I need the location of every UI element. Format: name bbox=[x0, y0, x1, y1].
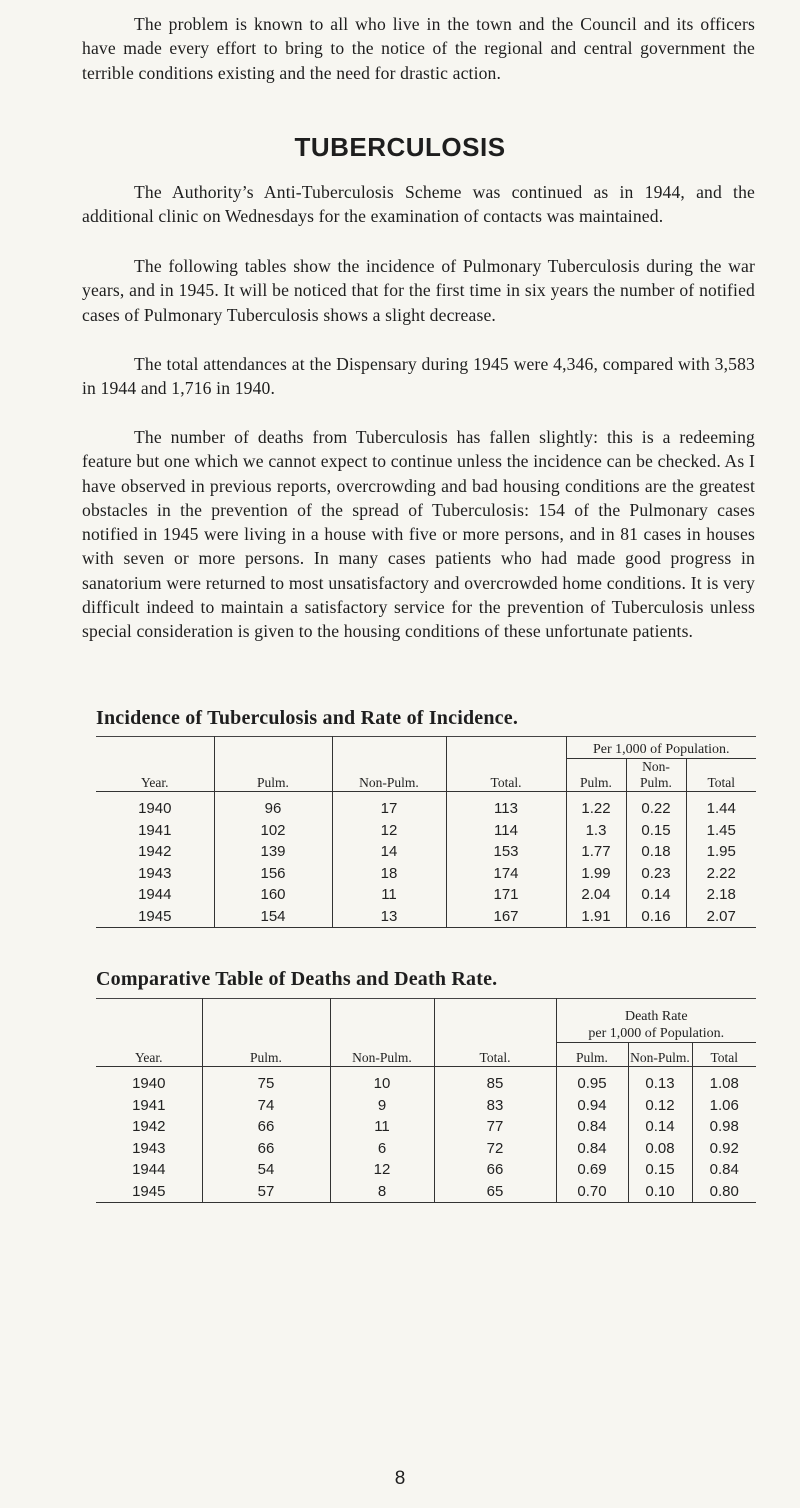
header-total: Total. bbox=[446, 759, 566, 792]
cell-rate-non-pulm: 0.12 bbox=[628, 1095, 692, 1117]
col-spacer bbox=[96, 737, 214, 759]
cell-year: 1941 bbox=[132, 1096, 166, 1114]
cell-non-pulm: 11 bbox=[330, 1116, 434, 1138]
deaths-table bbox=[96, 998, 756, 1203]
cell-total: 113 bbox=[446, 792, 566, 820]
table-row bbox=[96, 1116, 756, 1138]
col-spacer bbox=[446, 737, 566, 759]
deaths-table-caption: Comparative Table of Deaths and Death Rate. bbox=[96, 968, 498, 990]
cell-rate-total: 1.08 bbox=[692, 1067, 756, 1095]
cell-pulm: 160 bbox=[214, 884, 332, 906]
header-non-pulm: Non-Pulm. bbox=[330, 1043, 434, 1067]
col-spacer bbox=[96, 999, 202, 1043]
cell-rate-non-pulm: 0.23 bbox=[626, 863, 686, 885]
cell-rate-pulm: 1.22 bbox=[566, 792, 626, 820]
cell-rate-pulm: 1.91 bbox=[566, 906, 626, 928]
cell-rate-pulm: 0.84 bbox=[556, 1116, 628, 1138]
cell-non-pulm: 17 bbox=[332, 792, 446, 820]
cell-pulm: 66 bbox=[202, 1116, 330, 1138]
header-pulm: Pulm. bbox=[202, 1043, 330, 1067]
cell-rate-total: 1.95 bbox=[686, 841, 756, 863]
cell-non-pulm: 10 bbox=[330, 1067, 434, 1095]
cell-non-pulm: 8 bbox=[330, 1181, 434, 1203]
table-row bbox=[96, 1095, 756, 1117]
cell-year: 1942 bbox=[132, 1118, 166, 1136]
cell-pulm: 96 bbox=[214, 792, 332, 820]
cell-non-pulm: 12 bbox=[330, 1159, 434, 1181]
cell-pulm: 156 bbox=[214, 863, 332, 885]
cell-pulm: 139 bbox=[214, 841, 332, 863]
page-number: 8 bbox=[394, 1468, 406, 1489]
cell-total: 114 bbox=[446, 820, 566, 842]
cell-pulm: 102 bbox=[214, 820, 332, 842]
cell-rate-total: 0.98 bbox=[692, 1116, 756, 1138]
cell-year: 1945 bbox=[96, 1181, 202, 1203]
cell-total: 72 bbox=[434, 1138, 556, 1160]
header-rate-non-pulm: Non-Pulm. bbox=[628, 1043, 692, 1067]
cell-rate-total: 1.06 bbox=[692, 1095, 756, 1117]
table-row bbox=[96, 1181, 756, 1203]
cell-non-pulm: 12 bbox=[332, 820, 446, 842]
deaths-group-header-line2: per 1,000 of Population. bbox=[588, 1026, 725, 1041]
header-rate-total: Total bbox=[692, 1043, 756, 1067]
header-rate-pulm: Pulm. bbox=[566, 759, 626, 792]
header-rate-non-pulm: Non-Pulm. bbox=[626, 759, 686, 792]
paragraph-attendances: The total attendances at the Dispensary during 1945 were 4,346, compared with 3,583 in 1944 and 1,716 in 1940. bbox=[82, 354, 755, 399]
cell-year: 1943 bbox=[132, 1139, 166, 1157]
cell-year: 1940 bbox=[138, 800, 172, 818]
deaths-group-header bbox=[556, 999, 756, 1043]
table-row bbox=[96, 820, 756, 842]
cell-rate-non-pulm: 0.14 bbox=[626, 884, 686, 906]
cell-rate-non-pulm: 0.22 bbox=[626, 792, 686, 820]
paragraph-intro: The problem is known to all who live in the town and the Council and its officers have made every effort to bring to the notice of the regional and central government the terrible conditions existing and the need for drastic action. bbox=[82, 14, 755, 83]
cell-non-pulm: 11 bbox=[332, 884, 446, 906]
cell-rate-non-pulm: 0.15 bbox=[626, 820, 686, 842]
cell-rate-pulm: 1.3 bbox=[566, 820, 626, 842]
cell-rate-non-pulm: 0.13 bbox=[628, 1067, 692, 1095]
cell-total: 167 bbox=[446, 906, 566, 928]
cell-rate-pulm: 2.04 bbox=[566, 884, 626, 906]
cell-rate-total: 1.45 bbox=[686, 820, 756, 842]
table-row bbox=[96, 841, 756, 863]
incidence-table bbox=[96, 736, 756, 928]
header-rate-total: Total bbox=[686, 759, 756, 792]
header-year: Year. bbox=[134, 1050, 163, 1065]
cell-pulm: 57 bbox=[202, 1181, 330, 1203]
cell-pulm: 54 bbox=[202, 1159, 330, 1181]
header-non-pulm: Non-Pulm. bbox=[332, 759, 446, 792]
cell-pulm: 75 bbox=[202, 1067, 330, 1095]
cell-non-pulm: 13 bbox=[332, 906, 446, 928]
cell-rate-non-pulm: 0.10 bbox=[628, 1181, 692, 1203]
cell-rate-pulm: 0.94 bbox=[556, 1095, 628, 1117]
table-row bbox=[96, 1159, 756, 1181]
cell-year: 1941 bbox=[138, 821, 172, 839]
header-pulm: Pulm. bbox=[214, 759, 332, 792]
cell-non-pulm: 9 bbox=[330, 1095, 434, 1117]
table-row bbox=[96, 1138, 756, 1160]
cell-rate-total: 0.92 bbox=[692, 1138, 756, 1160]
col-spacer bbox=[434, 999, 556, 1043]
cell-rate-non-pulm: 0.18 bbox=[626, 841, 686, 863]
section-heading: TUBERCULOSIS bbox=[294, 132, 506, 162]
cell-rate-total: 0.80 bbox=[692, 1181, 756, 1203]
col-spacer bbox=[202, 999, 330, 1043]
cell-non-pulm: 18 bbox=[332, 863, 446, 885]
cell-rate-pulm: 0.70 bbox=[556, 1181, 628, 1203]
cell-year: 1944 bbox=[132, 1161, 166, 1179]
col-spacer bbox=[214, 737, 332, 759]
deaths-group-header-line1: Death Rate bbox=[624, 1009, 688, 1024]
cell-rate-pulm: 1.99 bbox=[566, 863, 626, 885]
cell-year: 1944 bbox=[138, 886, 172, 904]
cell-rate-pulm: 0.69 bbox=[556, 1159, 628, 1181]
cell-total: 85 bbox=[434, 1067, 556, 1095]
cell-rate-pulm: 0.95 bbox=[556, 1067, 628, 1095]
table-row bbox=[96, 1067, 756, 1095]
cell-total: 171 bbox=[446, 884, 566, 906]
cell-year: 1943 bbox=[138, 864, 172, 882]
cell-non-pulm: 6 bbox=[330, 1138, 434, 1160]
cell-total: 83 bbox=[434, 1095, 556, 1117]
cell-rate-total: 2.22 bbox=[686, 863, 756, 885]
cell-rate-total: 2.07 bbox=[686, 906, 756, 928]
col-spacer bbox=[332, 737, 446, 759]
table-row bbox=[96, 906, 756, 928]
header-rate-pulm: Pulm. bbox=[556, 1043, 628, 1067]
cell-rate-total: 2.18 bbox=[686, 884, 756, 906]
cell-total: 66 bbox=[434, 1159, 556, 1181]
incidence-table-caption: Incidence of Tuberculosis and Rate of Incidence. bbox=[96, 707, 519, 729]
cell-rate-non-pulm: 0.14 bbox=[628, 1116, 692, 1138]
incidence-group-header: Per 1,000 of Population. bbox=[566, 737, 756, 759]
table-row bbox=[96, 884, 756, 906]
cell-rate-non-pulm: 0.15 bbox=[628, 1159, 692, 1181]
table-row bbox=[96, 863, 756, 885]
paragraph-deaths: The number of deaths from Tuberculosis has fallen slightly: this is a redeeming feature but one which we cannot expect to continue unless the incidence can be checked. As I have observed in previous reports, overcrowding and bad housing conditions are the greatest obstacles in the prevention of the spread of Tuberculosis: 154 of the Pulmonary cases notified in 1945 were living in a house with five or more persons, and in 81 cases in houses with seven or more persons. In many cases patients who had made good progress in sanatorium were returned to most unsatisfactory and overcrowded home conditions. It is very difficult indeed to maintain a satisfactory service for the prevention of Tuberculosis unless special consideration is given to the housing conditions of these unfortunate patients. bbox=[82, 427, 755, 642]
cell-total: 77 bbox=[434, 1116, 556, 1138]
cell-rate-pulm: 1.77 bbox=[566, 841, 626, 863]
cell-total: 174 bbox=[446, 863, 566, 885]
table-row bbox=[96, 792, 756, 820]
cell-rate-non-pulm: 0.08 bbox=[628, 1138, 692, 1160]
header-total: Total. bbox=[434, 1043, 556, 1067]
cell-pulm: 74 bbox=[202, 1095, 330, 1117]
cell-total: 65 bbox=[434, 1181, 556, 1203]
cell-non-pulm: 14 bbox=[332, 841, 446, 863]
cell-pulm: 154 bbox=[214, 906, 332, 928]
cell-year: 1940 bbox=[132, 1075, 166, 1093]
cell-rate-pulm: 0.84 bbox=[556, 1138, 628, 1160]
paragraph-scheme: The Authority’s Anti-Tuberculosis Scheme was continued as in 1944, and the additional clinic on Wednesdays for the examination of contacts was maintained. bbox=[82, 182, 755, 227]
paragraph-tables-note: The following tables show the incidence of Pulmonary Tuberculosis during the war years, and in 1945. It will be noticed that for the first time in six years the number of notified cases of Pulmonary Tuberculosis shows a slight decrease. bbox=[82, 256, 755, 325]
cell-rate-total: 1.44 bbox=[686, 792, 756, 820]
cell-rate-non-pulm: 0.16 bbox=[626, 906, 686, 928]
cell-year: 1945 bbox=[96, 906, 214, 928]
cell-total: 153 bbox=[446, 841, 566, 863]
cell-year: 1942 bbox=[138, 843, 172, 861]
header-year: Year. bbox=[140, 775, 169, 790]
cell-rate-total: 0.84 bbox=[692, 1159, 756, 1181]
col-spacer bbox=[330, 999, 434, 1043]
cell-pulm: 66 bbox=[202, 1138, 330, 1160]
